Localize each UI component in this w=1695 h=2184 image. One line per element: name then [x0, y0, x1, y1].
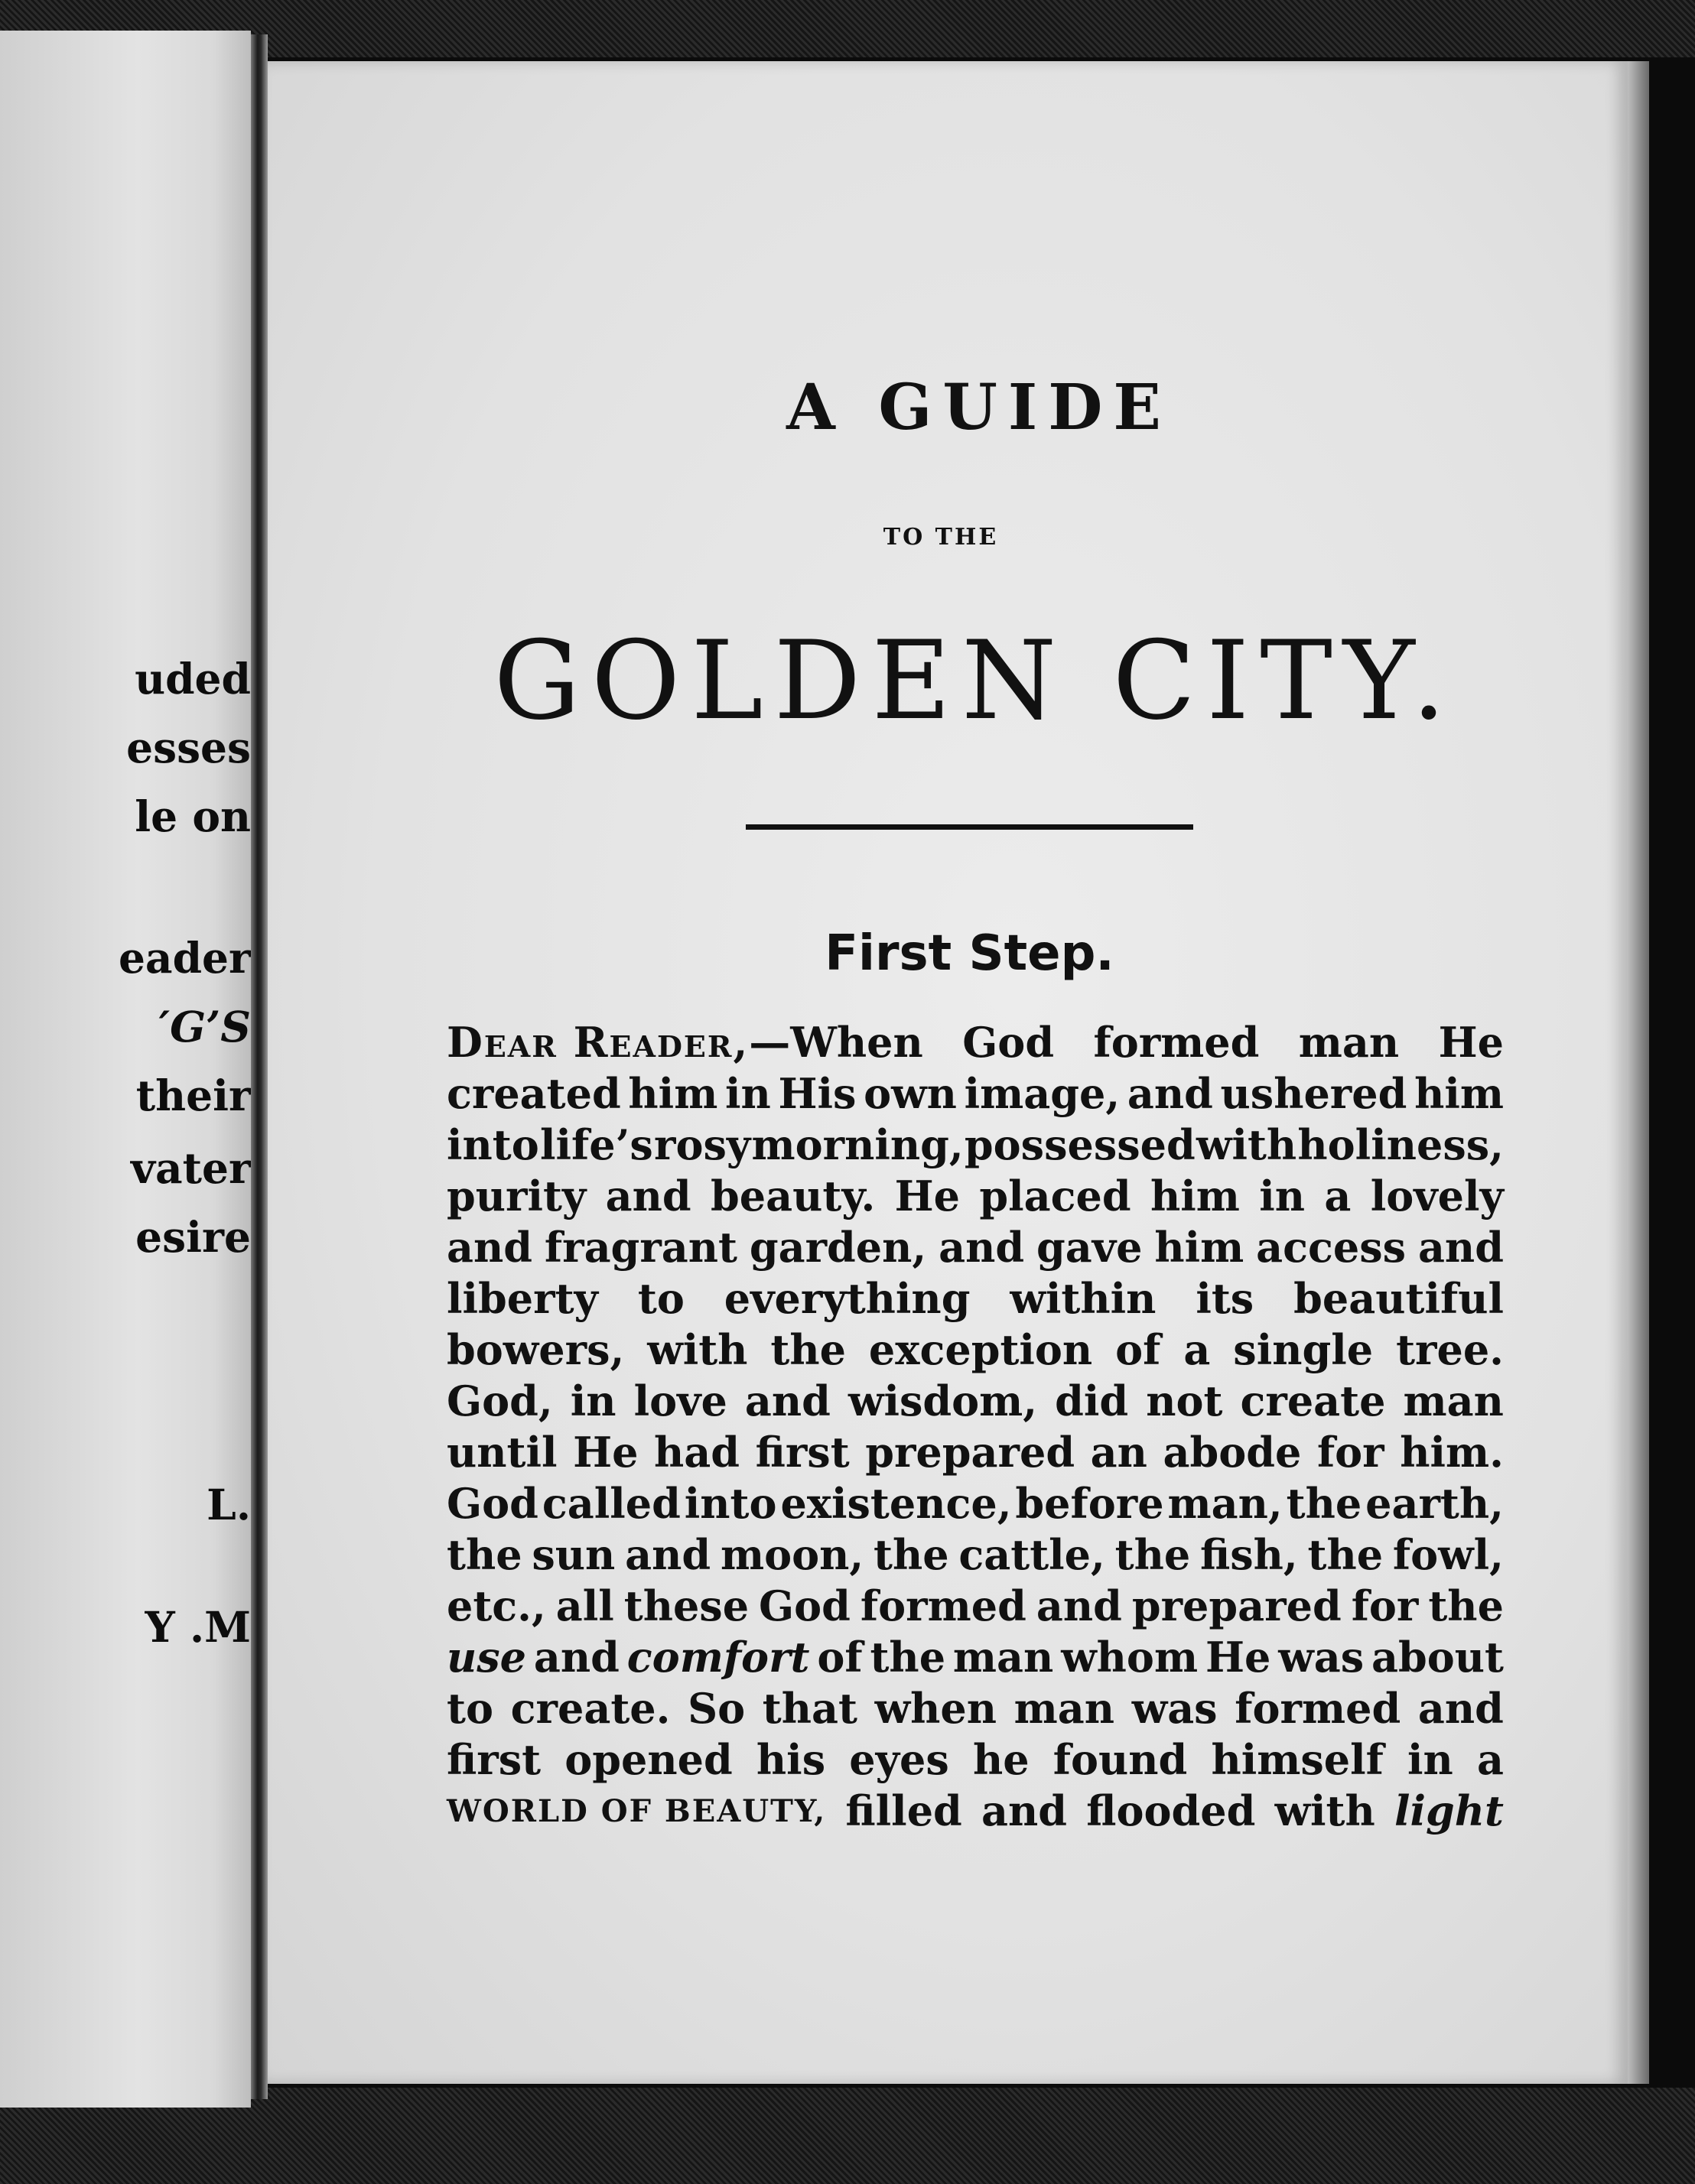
text-line — [447, 1581, 1504, 1632]
word: in — [725, 1069, 771, 1118]
word: existence, — [780, 1479, 1012, 1528]
word: and — [744, 1376, 831, 1425]
word: garden, — [749, 1223, 927, 1272]
word: flooded — [1086, 1786, 1256, 1835]
word: was — [1131, 1684, 1218, 1733]
word: its — [1196, 1274, 1254, 1323]
word: in — [1259, 1172, 1306, 1220]
text-line — [447, 1376, 1504, 1427]
word: holiness, — [1297, 1120, 1504, 1169]
left-page-fragment: esire — [135, 1212, 251, 1262]
word: was — [1278, 1633, 1365, 1682]
text-line — [447, 1734, 1504, 1786]
word: man — [1298, 1018, 1400, 1067]
text-line — [447, 1273, 1504, 1324]
word: gave — [1036, 1223, 1143, 1272]
text-line — [447, 1683, 1504, 1734]
word: the — [870, 1633, 946, 1682]
word: with — [1196, 1120, 1297, 1169]
word: His — [778, 1069, 857, 1118]
title-line-to-the: TO THE — [883, 524, 999, 551]
word: create. — [510, 1684, 671, 1733]
word: God — [759, 1581, 851, 1630]
word: formed — [1093, 1018, 1260, 1067]
word: all — [555, 1581, 614, 1630]
word: the — [447, 1530, 522, 1579]
word: fragrant — [544, 1223, 737, 1272]
page-edge — [1628, 61, 1649, 2084]
word: single — [1233, 1325, 1374, 1374]
word: own — [864, 1069, 957, 1118]
text-line — [447, 1068, 1504, 1120]
word: create — [1240, 1376, 1386, 1425]
text-line — [447, 1529, 1504, 1581]
word: the — [874, 1530, 949, 1579]
word: light — [1394, 1786, 1504, 1835]
title-line-a-guide: A GUIDE — [786, 371, 1172, 444]
word: and — [447, 1223, 533, 1272]
word: a — [1183, 1325, 1211, 1374]
left-page-fragment: uded — [135, 654, 251, 704]
word: to — [447, 1684, 493, 1733]
word: earth, — [1365, 1479, 1504, 1528]
left-facing-page — [0, 31, 251, 2108]
word: image, — [964, 1069, 1121, 1118]
word: God — [447, 1479, 538, 1528]
word: man, — [1167, 1479, 1283, 1528]
left-page-fragment: ′G’S — [158, 1002, 251, 1051]
word: everything — [724, 1274, 971, 1323]
word: for — [1351, 1581, 1419, 1630]
word: with — [647, 1325, 748, 1374]
word: use — [447, 1633, 527, 1682]
word: He — [1438, 1018, 1504, 1067]
word: comfort — [626, 1633, 810, 1682]
word: a — [1477, 1735, 1504, 1784]
word: etc., — [447, 1581, 546, 1630]
word: that — [762, 1684, 857, 1733]
word: filled — [845, 1786, 962, 1835]
left-page-fragment: vater — [131, 1143, 251, 1193]
word: to — [637, 1274, 685, 1323]
word: So — [688, 1684, 746, 1733]
book-gutter — [251, 34, 268, 2099]
word: ushered — [1220, 1069, 1407, 1118]
word: purity — [447, 1172, 587, 1220]
word: the — [770, 1325, 846, 1374]
text-line — [447, 1120, 1504, 1171]
word: beauty. — [711, 1172, 876, 1220]
word: when — [874, 1684, 997, 1733]
word: exception — [868, 1325, 1093, 1374]
word: God — [962, 1018, 1055, 1067]
word: first — [447, 1735, 542, 1784]
word: of — [1115, 1325, 1161, 1374]
word: and — [625, 1530, 711, 1579]
title-rule — [746, 824, 1193, 830]
left-page-fragment: their — [135, 1071, 251, 1120]
word: not — [1146, 1376, 1223, 1425]
word: his — [756, 1735, 826, 1784]
word: until — [447, 1428, 558, 1477]
word: fish, — [1200, 1530, 1298, 1579]
body-paragraph — [447, 1017, 1504, 1837]
left-page-fragment: le on — [135, 791, 251, 841]
word: created — [447, 1069, 621, 1118]
text-line — [447, 1427, 1504, 1478]
word: an — [1090, 1428, 1147, 1477]
word: He — [894, 1172, 961, 1220]
word: and — [939, 1223, 1025, 1272]
word: a — [1324, 1172, 1352, 1220]
word: and — [605, 1172, 691, 1220]
word: abode — [1163, 1428, 1302, 1477]
word: and — [981, 1786, 1068, 1835]
text-line — [447, 1786, 1504, 1837]
word: prepared — [1131, 1581, 1342, 1630]
word: bowers, — [447, 1325, 625, 1374]
word: possessed — [964, 1120, 1196, 1169]
word: He — [573, 1428, 639, 1477]
text-line — [447, 1478, 1504, 1529]
word: God, — [447, 1376, 553, 1425]
word: for — [1316, 1428, 1384, 1477]
title-line-golden-city: GOLDEN CITY. — [493, 618, 1457, 744]
word: before — [1015, 1479, 1164, 1528]
word: man — [952, 1633, 1054, 1682]
word: sun — [532, 1530, 616, 1579]
word: formed — [1235, 1684, 1401, 1733]
word: eyes — [849, 1735, 949, 1784]
word: these — [623, 1581, 750, 1630]
text-line — [447, 1632, 1504, 1683]
word: had — [654, 1428, 740, 1477]
word: he — [972, 1735, 1030, 1784]
word: Dear Reader,—When — [447, 1018, 923, 1067]
left-page-fragment: L. — [207, 1480, 251, 1529]
text-line — [447, 1171, 1504, 1222]
word: the — [1114, 1530, 1191, 1579]
word: and — [1127, 1069, 1213, 1118]
word: cattle, — [958, 1530, 1105, 1579]
word: within — [1010, 1274, 1157, 1323]
word: him. — [1400, 1428, 1504, 1477]
word: and — [533, 1633, 620, 1682]
word: of — [817, 1633, 863, 1682]
word: WORLD OF BEAUTY, — [447, 1793, 827, 1829]
binding-cloth-bottom — [0, 2088, 1695, 2184]
word: access — [1256, 1223, 1407, 1272]
word: fowl, — [1392, 1530, 1504, 1579]
word: him — [1150, 1172, 1240, 1220]
text-line — [447, 1017, 1504, 1068]
word: called — [542, 1479, 681, 1528]
word: liberty — [447, 1274, 598, 1323]
word: first — [755, 1428, 850, 1477]
word: found — [1052, 1735, 1188, 1784]
word: life’s — [539, 1120, 653, 1169]
word: man — [1403, 1376, 1504, 1425]
word: prepared — [865, 1428, 1075, 1477]
left-page-fragment: esses — [126, 723, 251, 772]
word: lovely — [1370, 1172, 1504, 1220]
word: beautiful — [1293, 1274, 1504, 1323]
word: and — [1417, 1223, 1504, 1272]
word: love — [633, 1376, 727, 1425]
word: about — [1371, 1633, 1504, 1682]
word: the — [1286, 1479, 1362, 1528]
word: in — [1407, 1735, 1453, 1784]
word: with — [1274, 1786, 1375, 1835]
word: him — [1154, 1223, 1244, 1272]
word: man — [1013, 1684, 1115, 1733]
left-page-fragment: Y .M — [145, 1602, 251, 1652]
word: moon, — [720, 1530, 864, 1579]
word: whom — [1061, 1633, 1199, 1682]
word: him — [628, 1069, 718, 1118]
word: He — [1205, 1633, 1271, 1682]
word: him — [1414, 1069, 1504, 1118]
text-line — [447, 1324, 1504, 1376]
word: morning, — [751, 1120, 964, 1169]
word: tree. — [1396, 1325, 1504, 1374]
word: rosy — [654, 1120, 751, 1169]
word: the — [1307, 1530, 1384, 1579]
word: into — [447, 1120, 539, 1169]
word: did — [1055, 1376, 1129, 1425]
text-line — [447, 1222, 1504, 1273]
word: and — [1417, 1684, 1504, 1733]
word: in — [570, 1376, 617, 1425]
left-page-fragment: eader — [118, 933, 251, 983]
section-heading: First Step. — [825, 925, 1114, 982]
word: formed — [860, 1581, 1026, 1630]
word: wisdom, — [848, 1376, 1038, 1425]
word: the — [1428, 1581, 1504, 1630]
word: and — [1036, 1581, 1122, 1630]
word: into — [684, 1479, 777, 1528]
word: opened — [564, 1735, 733, 1784]
word: placed — [979, 1172, 1131, 1220]
word: himself — [1211, 1735, 1384, 1784]
